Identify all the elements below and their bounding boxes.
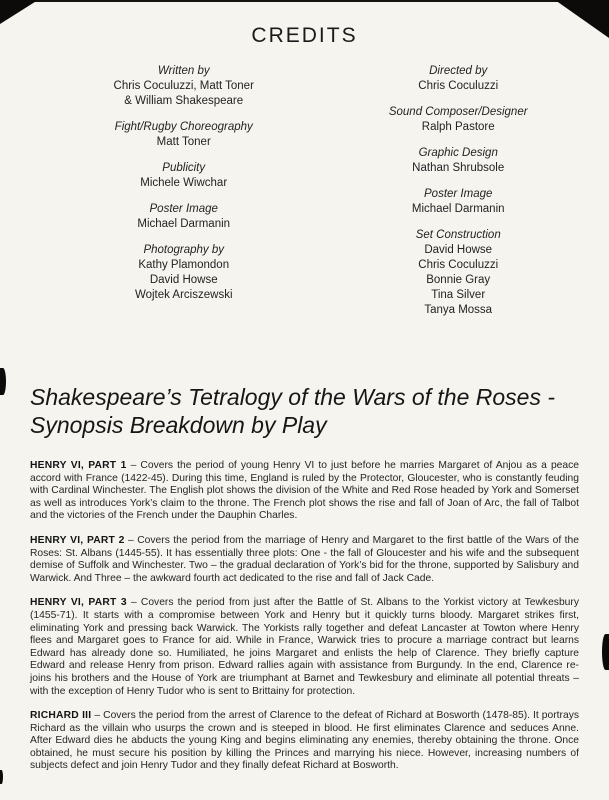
play-title: RICHARD III — [30, 710, 92, 722]
credit-role: Graphic Design — [418, 147, 498, 159]
credit-name: Chris Coculuzzi, Matt Toner — [113, 80, 254, 92]
credit-role: Poster Image — [424, 188, 493, 200]
synopsis-title — [30, 383, 579, 439]
credits-columns — [30, 64, 579, 329]
credits-title: CREDITS — [251, 24, 358, 47]
credit-name: Tanya Mossa — [424, 304, 493, 316]
credit-block — [30, 120, 337, 150]
credit-role: Written by — [157, 65, 210, 77]
synopsis-paragraph — [30, 597, 579, 698]
credit-block — [337, 105, 579, 135]
credit-name: Nathan Shrubsole — [412, 162, 505, 174]
play-synopsis-text: – Covers the period from the arrest of Clarence to the defeat of Richard at Bosworth (1478-85). It portrays Richard as the villain who usurps the crown and is steeped in blood. He first eliminates Clarence and seduces Anne. After Edward dies he abducts the young King and begins eliminating any enemies, thereby obtaining the throne. Once obtained, he must secure his position by killing the Princes and marrying his niece. However, increasing numbers of subjects defect and join Henry Tudor and they finally defeat Richard at Bosworth. — [30, 710, 579, 772]
synopsis-paragraph — [30, 460, 579, 523]
play-title: HENRY VI, PART 2 — [30, 534, 125, 546]
scan-artifact-left-bottom — [0, 770, 3, 784]
credit-name: Kathy Plamondon — [138, 259, 230, 271]
play-synopsis-text: – Covers the period of young Henry VI to just before he marries Margaret of Anjou as a peace accord with France (1422-45). During this time, England is ruled by the Protector, Gloucester, who is constantly feuding with Cardinal Winchester. The English plot shows the division of the White and Red Rose headed by York and Somerset as well as introduces York’s claim to the throne. The French plot shows the rise and fall of Joan of Arc, the fall of Talbot and the victories of the French under the Dauphin Charles. — [30, 460, 579, 522]
credit-name: Tina Silver — [431, 289, 486, 301]
synopsis-title-line-2: Synopsis Breakdown by Play — [30, 412, 327, 438]
credit-block — [337, 228, 579, 318]
credit-name: Ralph Pastore — [421, 121, 495, 133]
credit-role: Photography by — [143, 244, 224, 256]
play-title: HENRY VI, PART 1 — [30, 460, 127, 471]
credit-name: David Howse — [424, 244, 493, 256]
play-title: HENRY VI, PART 3 — [30, 597, 127, 609]
credit-role: Directed by — [429, 65, 488, 77]
credits-column-left — [30, 64, 337, 329]
credit-role: Sound Composer/Designer — [388, 106, 528, 118]
credit-name: Wojtek Arciszewski — [134, 289, 233, 301]
synopsis-entries — [30, 460, 579, 773]
credit-name: & William Shakespeare — [124, 95, 244, 107]
credit-name: Bonnie Gray — [426, 274, 491, 286]
scan-artifact-right-edge — [602, 634, 609, 670]
play-synopsis-text: – Covers the period from just after the Battle of St. Albans to the Yorkist victory at Tewkesbury (1455-71). It starts with a compromise between York and Henry but it quickly turns bloody. Margaret strikes first, eliminating York and pressing back Warwick. The Yorkists rally together and defeat Lancaster at Towton where Henry flees and Margaret goes to France for aid. While in France, Warwick tries to procure a marriage contract but learns Edward has already done so. Humiliated, he joins Margaret and enlists the help of Clarence. They briefly capture Edward and release Henry from prison. Edward rallies again with assistance from Burgundy. In the end, Clarence re-joins his brothers and the House of York are triumphant at Barnet and Tewkesbury and eliminate all potential threats – with the exception of Henry Tudor who is sent to Brittainy for protection. — [30, 597, 579, 697]
credit-block — [30, 161, 337, 191]
credit-name: Chris Coculuzzi — [418, 80, 499, 92]
credit-name: Matt Toner — [156, 136, 211, 148]
credit-block — [30, 202, 337, 232]
credit-name: Michele Wiwchar — [140, 177, 228, 189]
synopsis-paragraph — [30, 710, 579, 773]
credit-block — [337, 64, 579, 94]
synopsis-title-line-1: Shakespeare’s Tetralogy of the Wars of the Roses - — [30, 384, 556, 410]
scan-artifact-left-edge — [0, 368, 6, 395]
scan-artifact-top-edge — [0, 0, 609, 2]
credits-column-right — [337, 64, 579, 329]
synopsis-paragraph — [30, 535, 579, 585]
credit-block — [337, 146, 579, 176]
credit-role: Fight/Rugby Choreography — [114, 121, 253, 133]
credit-block — [30, 243, 337, 303]
credit-name: Chris Coculuzzi — [418, 259, 499, 271]
credit-name: Michael Darmanin — [137, 218, 231, 230]
credit-role: Poster Image — [149, 203, 218, 215]
credit-role: Publicity — [162, 162, 206, 174]
credit-block — [337, 187, 579, 217]
credit-block — [30, 64, 337, 109]
scan-artifact-corner-top-left — [0, 0, 38, 24]
credit-role: Set Construction — [415, 229, 501, 241]
credit-name: Michael Darmanin — [411, 203, 505, 215]
play-synopsis-text: – Covers the period from the marriage of Henry and Margaret to the first battle of the Wars of the Roses: St. Albans (1445-55). It has essentially three plots: One - the fall of Gloucester and his wife and the subsequent demise of Suffolk and Winchester. Two – the gradual declaration of York’s bid for the throne, supported by Salisbury and Warwick. And Three – the awkward fourth act dedicated to the rise and fall of Jack Cade. — [30, 534, 579, 584]
credit-name: David Howse — [149, 274, 218, 286]
